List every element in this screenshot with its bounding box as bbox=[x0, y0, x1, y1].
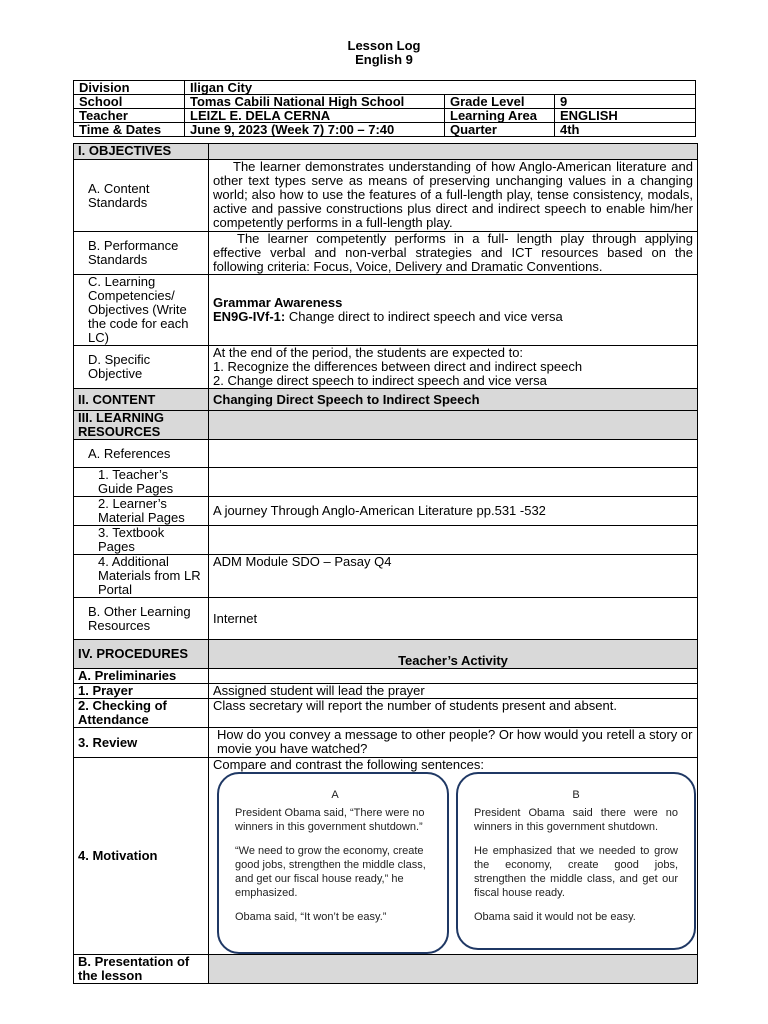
content-value: Changing Direct Speech to Indirect Speech bbox=[209, 389, 698, 411]
resources-heading: III. LEARNING RESOURCES bbox=[74, 411, 209, 440]
motivation-intro: Compare and contrast the following sentences: bbox=[213, 757, 484, 772]
grade-value: 9 bbox=[555, 95, 696, 109]
area-value: ENGLISH bbox=[555, 109, 696, 123]
competency-title: Grammar Awareness bbox=[213, 295, 343, 310]
specific-objective-label: D. Specific Objective bbox=[74, 346, 209, 389]
area-label: Learning Area bbox=[445, 109, 555, 123]
school-label: School bbox=[74, 95, 185, 109]
performance-standards-label: B. Performance Standards bbox=[74, 232, 209, 275]
other-resources-label: B. Other Learning Resources bbox=[74, 598, 209, 640]
content-standards-label: A. Content Standards bbox=[74, 160, 209, 232]
card-a-sentence-2: “We need to grow the economy, create good jobs, strengthen the middle class, and get our fiscal house ready,” he emphasized. bbox=[235, 845, 426, 899]
time-value: June 9, 2023 (Week 7) 7:00 – 7:40 bbox=[185, 123, 445, 137]
teachers-activity-heading: Teacher’s Activity bbox=[209, 640, 698, 669]
attendance-text: Class secretary will report the number of students present and absent. bbox=[209, 699, 698, 728]
prayer-text: Assigned student will lead the prayer bbox=[209, 684, 698, 699]
motivation-cell bbox=[209, 758, 698, 955]
competency-code: EN9G-IVf-1: bbox=[213, 309, 286, 324]
additional-materials-label: 4. Additional Materials from LR Portal bbox=[74, 555, 209, 598]
school-value: Tomas Cabili National High School bbox=[185, 95, 445, 109]
teacher-label: Teacher bbox=[74, 109, 185, 123]
competencies-cell bbox=[209, 275, 698, 346]
textbook-label: 3. Textbook Pages bbox=[74, 526, 209, 555]
review-text: How do you convey a message to other people? Or how would you retell a story or movie you have watched? bbox=[209, 728, 698, 758]
card-b-sentence-2: He emphasized that we needed to grow the economy, create good jobs, strengthen the middle class, and get our fiscal house ready. bbox=[474, 845, 678, 899]
prayer-label: 1. Prayer bbox=[74, 684, 209, 699]
competency-line bbox=[213, 310, 693, 324]
procedures-heading: IV. PROCEDURES bbox=[74, 640, 209, 669]
card-b-label: B bbox=[572, 789, 580, 801]
specific-item-2: 2. Change direct speech to indirect speech and vice versa bbox=[213, 373, 547, 388]
quarter-value: 4th bbox=[555, 123, 696, 137]
card-a-sentence-1: President Obama said, “There were no winners in this government shutdown.” bbox=[235, 807, 425, 833]
teacher-value: LEIZL E. DELA CERNA bbox=[185, 109, 445, 123]
learners-material-value: A journey Through Anglo-American Literature pp.531 -532 bbox=[209, 497, 698, 526]
content-heading: II. CONTENT bbox=[74, 389, 209, 411]
other-resources-value: Internet bbox=[209, 598, 698, 640]
learners-material-label: 2. Learner’s Material Pages bbox=[74, 497, 209, 526]
sentence-card-b bbox=[456, 772, 696, 950]
attendance-label: 2. Checking of Attendance bbox=[74, 699, 209, 728]
division-value: Iligan City bbox=[185, 81, 696, 95]
motivation-label: 4. Motivation bbox=[74, 758, 209, 955]
references-label: A. References bbox=[74, 440, 209, 468]
specific-intro: At the end of the period, the students are expected to: bbox=[213, 345, 524, 360]
performance-standards-text: The learner competently performs in a full- length play through applying effective verbal and non-verbal strategies and ICT resources based on the following criteria: Focus, Voice, Delivery and Dramatic Conventions. bbox=[209, 232, 698, 275]
lesson-table bbox=[73, 143, 698, 984]
sentence-card-a bbox=[217, 772, 449, 954]
specific-item-1: 1. Recognize the differences between direct and indirect speech bbox=[213, 359, 583, 374]
competencies-label: C. Learning Competencies/ Objectives (Write the code for each LC) bbox=[74, 275, 209, 346]
grade-label: Grade Level bbox=[445, 95, 555, 109]
card-a-label: A bbox=[331, 789, 339, 801]
specific-objective-cell bbox=[209, 346, 698, 389]
info-table bbox=[73, 80, 696, 137]
card-b-sentence-3: Obama said it would not be easy. bbox=[474, 911, 636, 923]
division-label: Division bbox=[74, 81, 185, 95]
time-label: Time & Dates bbox=[74, 123, 185, 137]
teachers-guide-label: 1. Teacher’s Guide Pages bbox=[74, 468, 209, 497]
preliminaries-label: A. Preliminaries bbox=[74, 669, 209, 684]
content-standards-text: The learner demonstrates understanding of how Anglo-American literature and other text types serve as means of preserving unchanging values in a changing world; also how to use the features of a full-length play, tense consistency, modals, active and passive constructions plus direct and indirect speech to enable him/her competently performs in a full-length play. bbox=[209, 160, 698, 232]
presentation-label: B. Presentation of the lesson bbox=[74, 955, 209, 984]
quarter-label: Quarter bbox=[445, 123, 555, 137]
page-subtitle: English 9 bbox=[355, 52, 413, 67]
objectives-heading: I. OBJECTIVES bbox=[74, 144, 209, 160]
competency-text: Change direct to indirect speech and vice versa bbox=[288, 309, 563, 324]
card-b-sentence-1: President Obama said there were no winners in this government shutdown. bbox=[474, 807, 678, 833]
card-a-sentence-3: Obama said, “It won’t be easy.” bbox=[235, 911, 387, 923]
review-label: 3. Review bbox=[74, 728, 209, 758]
page-title: Lesson Log bbox=[347, 38, 421, 53]
additional-materials-value: ADM Module SDO – Pasay Q4 bbox=[209, 555, 698, 598]
